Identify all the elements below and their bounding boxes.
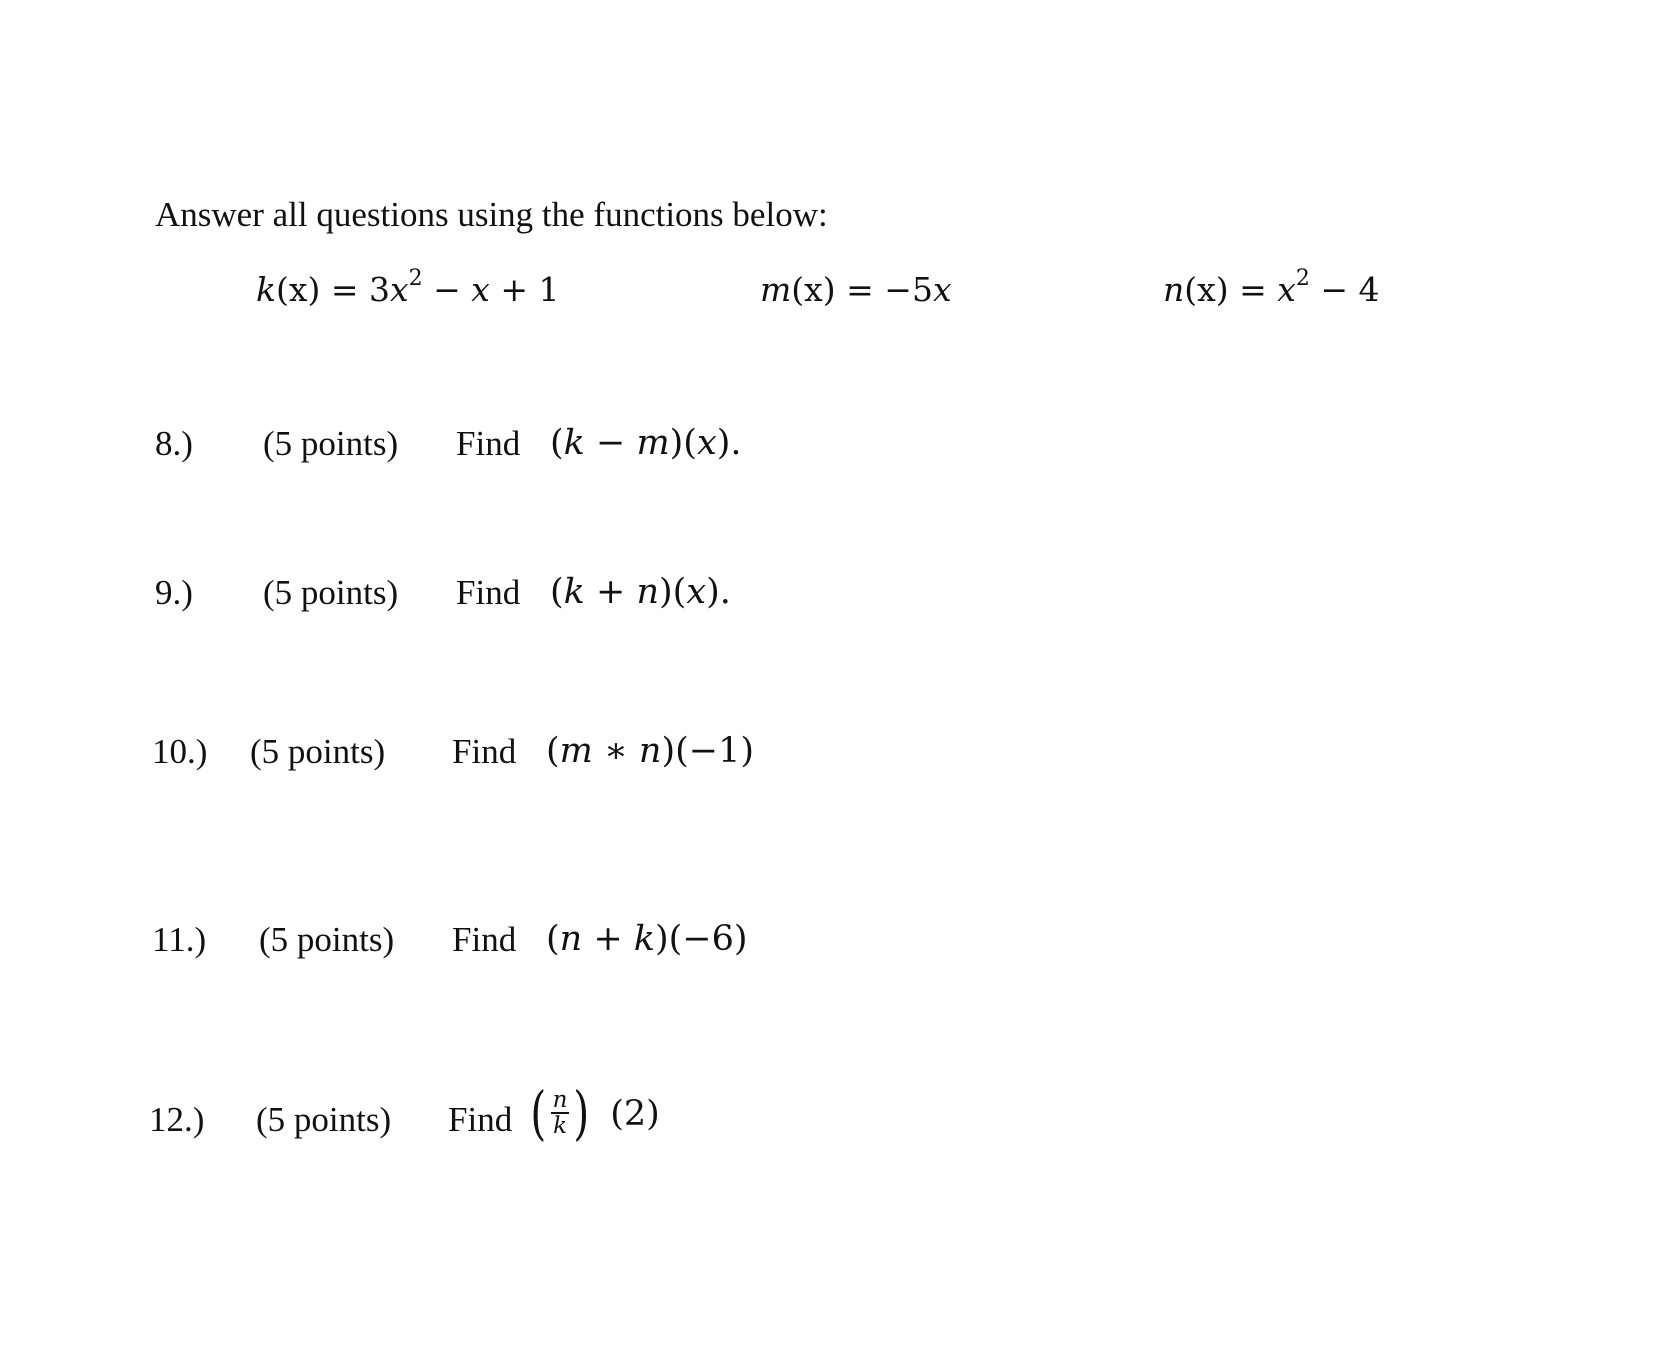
function-k-definition: $k(x) = 3x^2 - x + 1$ — [256, 266, 560, 309]
question-points: (5 points) — [256, 1100, 392, 1139]
function-m-definition: m(x) = −5x — [760, 270, 952, 309]
question-points: (5 points) — [263, 573, 399, 612]
question-expression: ( $\frac{n}{k}$ ) (2) — [527, 1086, 660, 1144]
question-find-label: Find — [452, 920, 517, 959]
question-expression: (k − m)(x). — [550, 423, 742, 463]
instructions-text: Answer all questions using the functions below: — [155, 195, 828, 234]
question-number: 10.) — [152, 732, 208, 771]
question-points: (5 points) — [263, 424, 399, 463]
question-expression: (k + n)(x). — [550, 572, 731, 612]
question-number: 12.) — [149, 1100, 205, 1139]
question-points: (5 points) — [259, 920, 395, 959]
question-number: 8.) — [155, 424, 193, 463]
question-number: 11.) — [152, 920, 207, 959]
question-expression: (n + k)(−6) — [546, 919, 748, 959]
question-find-label: Find — [452, 732, 517, 771]
fraction-n-over-k: ( $\frac{n}{k}$ ) — [530, 1079, 590, 1147]
question-find-label: Find — [448, 1100, 513, 1139]
function-n-definition: $n(x) = x^2 - 4$ — [1163, 266, 1380, 309]
question-points: (5 points) — [250, 732, 386, 771]
question-number: 9.) — [155, 573, 193, 612]
question-find-label: Find — [456, 573, 521, 612]
question-expression: (m ∗ n)(−1) — [546, 731, 755, 771]
question-find-label: Find — [456, 424, 521, 463]
